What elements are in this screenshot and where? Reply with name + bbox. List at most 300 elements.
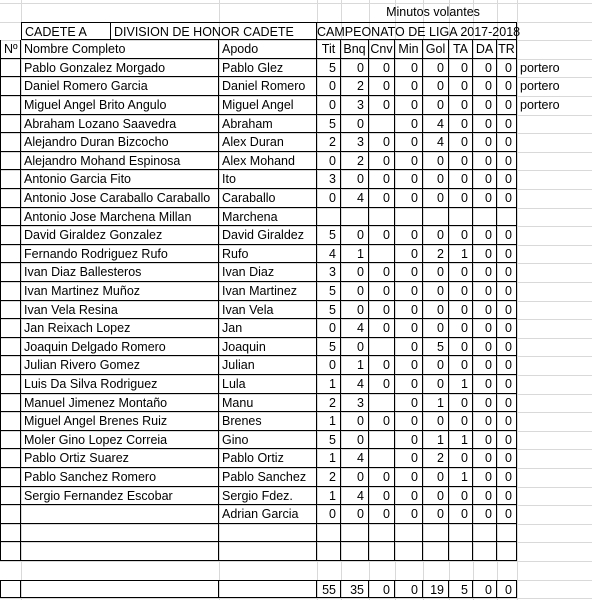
stat-cell-bnq[interactable]: 0 bbox=[341, 226, 369, 245]
stat-cell-gol[interactable] bbox=[423, 524, 449, 543]
stat-cell-min[interactable]: 0 bbox=[395, 468, 423, 487]
player-name-cell[interactable]: Manuel Jimenez Montaño bbox=[21, 394, 219, 413]
player-alias-cell[interactable]: Pablo Sanchez bbox=[219, 468, 317, 487]
stat-cell-da[interactable]: 0 bbox=[473, 96, 497, 115]
stat-cell-da[interactable] bbox=[473, 542, 497, 561]
stat-cell-cnv[interactable] bbox=[369, 542, 395, 561]
stat-cell-min[interactable]: 0 bbox=[395, 189, 423, 208]
stat-cell-ta[interactable]: 0 bbox=[449, 133, 473, 152]
player-alias-cell[interactable]: Brenes bbox=[219, 412, 317, 431]
stat-cell-da[interactable]: 0 bbox=[473, 77, 497, 96]
stat-cell-da[interactable]: 0 bbox=[473, 59, 497, 78]
stat-cell-da[interactable]: 0 bbox=[473, 338, 497, 357]
stat-cell-ta[interactable] bbox=[449, 208, 473, 227]
player-alias-cell[interactable]: Ivan Martinez bbox=[219, 282, 317, 301]
stat-cell-ta[interactable]: 0 bbox=[449, 301, 473, 320]
stat-cell-da[interactable] bbox=[473, 208, 497, 227]
stat-cell-cnv[interactable]: 0 bbox=[369, 59, 395, 78]
player-alias-cell[interactable]: David Giraldez bbox=[219, 226, 317, 245]
stat-cell-min[interactable]: 0 bbox=[395, 319, 423, 338]
stat-cell-tit[interactable]: 5 bbox=[317, 282, 341, 301]
stat-cell-cnv[interactable]: 0 bbox=[369, 375, 395, 394]
stat-cell-tit[interactable]: 0 bbox=[317, 77, 341, 96]
stat-cell-min[interactable]: 0 bbox=[395, 245, 423, 264]
stat-cell-gol[interactable]: 0 bbox=[423, 375, 449, 394]
stat-cell-min[interactable]: 0 bbox=[395, 133, 423, 152]
stat-cell-tit[interactable]: 2 bbox=[317, 468, 341, 487]
stat-cell-ta[interactable]: 0 bbox=[449, 505, 473, 524]
stat-cell-gol[interactable]: 2 bbox=[423, 245, 449, 264]
stat-cell-tr[interactable]: 0 bbox=[497, 263, 517, 282]
stat-cell-bnq[interactable]: 0 bbox=[341, 170, 369, 189]
stat-cell-tr[interactable]: 0 bbox=[497, 375, 517, 394]
stat-cell-bnq[interactable]: 4 bbox=[341, 487, 369, 506]
stat-cell-tit[interactable]: 2 bbox=[317, 394, 341, 413]
player-name-cell[interactable]: Antonio Jose Marchena Millan bbox=[21, 208, 219, 227]
stat-cell-gol[interactable] bbox=[423, 208, 449, 227]
stat-cell-bnq[interactable]: 0 bbox=[341, 59, 369, 78]
row-number-cell[interactable] bbox=[0, 96, 21, 115]
stat-cell-tit[interactable]: 2 bbox=[317, 133, 341, 152]
player-name-cell[interactable]: Alejandro Duran Bizcocho bbox=[21, 133, 219, 152]
stat-cell-ta[interactable]: 0 bbox=[449, 412, 473, 431]
stat-cell-ta[interactable]: 0 bbox=[449, 115, 473, 134]
stat-cell-tr[interactable]: 0 bbox=[497, 319, 517, 338]
stat-cell-cnv[interactable]: 0 bbox=[369, 505, 395, 524]
player-name-cell[interactable] bbox=[21, 524, 219, 543]
stat-cell-cnv[interactable]: 0 bbox=[369, 412, 395, 431]
stat-cell-tit[interactable]: 5 bbox=[317, 115, 341, 134]
stat-cell-da[interactable]: 0 bbox=[473, 431, 497, 450]
stat-cell-min[interactable]: 0 bbox=[395, 505, 423, 524]
row-number-cell[interactable] bbox=[0, 226, 21, 245]
stat-cell-cnv[interactable]: 0 bbox=[369, 263, 395, 282]
stat-cell-tr[interactable]: 0 bbox=[497, 431, 517, 450]
stat-cell-da[interactable]: 0 bbox=[473, 245, 497, 264]
row-number-cell[interactable] bbox=[0, 524, 21, 543]
stat-cell-da[interactable]: 0 bbox=[473, 189, 497, 208]
stat-cell-tr[interactable]: 0 bbox=[497, 449, 517, 468]
row-number-cell[interactable] bbox=[0, 338, 21, 357]
stat-cell-da[interactable]: 0 bbox=[473, 375, 497, 394]
player-name-cell[interactable]: Luis Da Silva Rodriguez bbox=[21, 375, 219, 394]
stat-cell-bnq[interactable]: 2 bbox=[341, 77, 369, 96]
stat-cell-cnv[interactable] bbox=[369, 208, 395, 227]
player-name-cell[interactable]: Ivan Martinez Muñoz bbox=[21, 282, 219, 301]
row-number-cell[interactable] bbox=[0, 375, 21, 394]
stat-cell-tr[interactable] bbox=[497, 542, 517, 561]
stat-cell-tit[interactable]: 5 bbox=[317, 301, 341, 320]
stat-cell-cnv[interactable]: 0 bbox=[369, 96, 395, 115]
row-number-cell[interactable] bbox=[0, 468, 21, 487]
stat-cell-cnv[interactable]: 0 bbox=[369, 319, 395, 338]
stat-cell-da[interactable]: 0 bbox=[473, 394, 497, 413]
stat-cell-tr[interactable]: 0 bbox=[497, 338, 517, 357]
row-number-cell[interactable] bbox=[0, 412, 21, 431]
stat-cell-tr[interactable]: 0 bbox=[497, 468, 517, 487]
stat-cell-bnq[interactable]: 3 bbox=[341, 96, 369, 115]
stat-cell-cnv[interactable] bbox=[369, 394, 395, 413]
stat-cell-ta[interactable]: 0 bbox=[449, 394, 473, 413]
player-name-cell[interactable]: Miguel Angel Brenes Ruiz bbox=[21, 412, 219, 431]
stat-cell-tr[interactable]: 0 bbox=[497, 59, 517, 78]
player-alias-cell[interactable] bbox=[219, 524, 317, 543]
stat-cell-gol[interactable]: 2 bbox=[423, 449, 449, 468]
stat-cell-ta[interactable]: 1 bbox=[449, 375, 473, 394]
stat-cell-min[interactable]: 0 bbox=[395, 375, 423, 394]
stat-cell-da[interactable]: 0 bbox=[473, 152, 497, 171]
stat-cell-da[interactable] bbox=[473, 524, 497, 543]
row-number-cell[interactable] bbox=[0, 208, 21, 227]
player-alias-cell[interactable]: Pablo Ortiz bbox=[219, 449, 317, 468]
stat-cell-tr[interactable]: 0 bbox=[497, 96, 517, 115]
player-alias-cell[interactable]: Ito bbox=[219, 170, 317, 189]
player-alias-cell[interactable]: Adrian Garcia bbox=[219, 505, 317, 524]
stat-cell-cnv[interactable]: 0 bbox=[369, 170, 395, 189]
stat-cell-tr[interactable]: 0 bbox=[497, 394, 517, 413]
stat-cell-tr[interactable]: 0 bbox=[497, 282, 517, 301]
stat-cell-min[interactable]: 0 bbox=[395, 431, 423, 450]
row-number-cell[interactable] bbox=[0, 189, 21, 208]
row-number-cell[interactable] bbox=[0, 542, 21, 561]
stat-cell-gol[interactable] bbox=[423, 542, 449, 561]
stat-cell-cnv[interactable] bbox=[369, 115, 395, 134]
stat-cell-da[interactable]: 0 bbox=[473, 282, 497, 301]
row-number-cell[interactable] bbox=[0, 59, 21, 78]
stat-cell-ta[interactable]: 0 bbox=[449, 96, 473, 115]
stat-cell-gol[interactable]: 0 bbox=[423, 319, 449, 338]
stat-cell-ta[interactable]: 0 bbox=[449, 338, 473, 357]
stat-cell-da[interactable]: 0 bbox=[473, 449, 497, 468]
stat-cell-ta[interactable]: 0 bbox=[449, 189, 473, 208]
stat-cell-cnv[interactable]: 0 bbox=[369, 301, 395, 320]
stat-cell-bnq[interactable]: 3 bbox=[341, 394, 369, 413]
row-number-cell[interactable] bbox=[0, 487, 21, 506]
stat-cell-tit[interactable]: 4 bbox=[317, 245, 341, 264]
stat-cell-tr[interactable] bbox=[497, 524, 517, 543]
row-number-cell[interactable] bbox=[0, 77, 21, 96]
stat-cell-tit[interactable]: 5 bbox=[317, 226, 341, 245]
stat-cell-ta[interactable]: 1 bbox=[449, 245, 473, 264]
player-alias-cell[interactable]: Alex Duran bbox=[219, 133, 317, 152]
stat-cell-min[interactable]: 0 bbox=[395, 263, 423, 282]
stat-cell-tr[interactable]: 0 bbox=[497, 487, 517, 506]
stat-cell-bnq[interactable]: 3 bbox=[341, 133, 369, 152]
stat-cell-bnq[interactable]: 0 bbox=[341, 412, 369, 431]
player-alias-cell[interactable]: Ivan Diaz bbox=[219, 263, 317, 282]
stat-cell-tit[interactable]: 0 bbox=[317, 152, 341, 171]
stat-cell-ta[interactable] bbox=[449, 542, 473, 561]
stat-cell-bnq[interactable] bbox=[341, 524, 369, 543]
total-min: 0 bbox=[395, 580, 423, 599]
row-number-cell[interactable] bbox=[0, 133, 21, 152]
stat-cell-da[interactable]: 0 bbox=[473, 487, 497, 506]
stat-cell-bnq[interactable]: 4 bbox=[341, 319, 369, 338]
stat-cell-gol[interactable]: 5 bbox=[423, 338, 449, 357]
player-name-cell[interactable]: Jan Reixach Lopez bbox=[21, 319, 219, 338]
player-name-cell[interactable]: Joaquin Delgado Romero bbox=[21, 338, 219, 357]
player-alias-cell[interactable]: Sergio Fdez. bbox=[219, 487, 317, 506]
stat-cell-cnv[interactable]: 0 bbox=[369, 487, 395, 506]
stat-cell-ta[interactable]: 0 bbox=[449, 170, 473, 189]
stat-cell-gol[interactable]: 0 bbox=[423, 505, 449, 524]
stat-cell-tr[interactable]: 0 bbox=[497, 301, 517, 320]
player-name-cell[interactable]: Abraham Lozano Saavedra bbox=[21, 115, 219, 134]
stat-cell-tr[interactable]: 0 bbox=[497, 170, 517, 189]
player-alias-cell[interactable]: Gino bbox=[219, 431, 317, 450]
stat-cell-min[interactable]: 0 bbox=[395, 394, 423, 413]
stat-cell-gol[interactable]: 0 bbox=[423, 412, 449, 431]
stat-cell-gol[interactable]: 0 bbox=[423, 59, 449, 78]
player-alias-cell[interactable]: Lula bbox=[219, 375, 317, 394]
stat-cell-tr[interactable]: 0 bbox=[497, 412, 517, 431]
stat-cell-cnv[interactable]: 0 bbox=[369, 152, 395, 171]
stat-cell-min[interactable] bbox=[395, 542, 423, 561]
stat-cell-tit[interactable]: 1 bbox=[317, 375, 341, 394]
player-alias-cell[interactable]: Marchena bbox=[219, 208, 317, 227]
position-note: portero bbox=[520, 60, 560, 75]
row-number-cell[interactable] bbox=[0, 394, 21, 413]
stat-cell-min[interactable]: 0 bbox=[395, 282, 423, 301]
stat-cell-gol[interactable]: 0 bbox=[423, 152, 449, 171]
player-name-cell[interactable] bbox=[21, 542, 219, 561]
stat-cell-bnq[interactable]: 0 bbox=[341, 115, 369, 134]
stat-cell-bnq[interactable]: 0 bbox=[341, 263, 369, 282]
stat-cell-tit[interactable]: 5 bbox=[317, 431, 341, 450]
row-number-cell[interactable] bbox=[0, 319, 21, 338]
stat-cell-cnv[interactable] bbox=[369, 524, 395, 543]
stat-cell-tit[interactable]: 3 bbox=[317, 263, 341, 282]
stat-cell-ta[interactable]: 1 bbox=[449, 431, 473, 450]
stat-cell-gol[interactable]: 4 bbox=[423, 115, 449, 134]
stat-cell-min[interactable]: 0 bbox=[395, 412, 423, 431]
stat-cell-da[interactable]: 0 bbox=[473, 170, 497, 189]
stat-cell-cnv[interactable]: 0 bbox=[369, 226, 395, 245]
stat-cell-ta[interactable]: 0 bbox=[449, 449, 473, 468]
player-alias-cell[interactable]: Alex Mohand bbox=[219, 152, 317, 171]
stat-cell-ta[interactable]: 1 bbox=[449, 468, 473, 487]
stat-cell-ta[interactable]: 0 bbox=[449, 282, 473, 301]
stat-cell-min[interactable]: 0 bbox=[395, 301, 423, 320]
player-name-cell[interactable]: Moler Gino Lopez Correia bbox=[21, 431, 219, 450]
stat-cell-gol[interactable]: 0 bbox=[423, 468, 449, 487]
column-header-alias: Apodo bbox=[219, 40, 317, 59]
player-name-cell[interactable]: David Giraldez Gonzalez bbox=[21, 226, 219, 245]
stat-cell-cnv[interactable] bbox=[369, 449, 395, 468]
player-alias-cell[interactable]: Abraham bbox=[219, 115, 317, 134]
stat-cell-tr[interactable] bbox=[497, 208, 517, 227]
row-number-cell[interactable] bbox=[0, 356, 21, 375]
stat-cell-min[interactable]: 0 bbox=[395, 226, 423, 245]
stat-cell-ta[interactable] bbox=[449, 524, 473, 543]
stat-cell-cnv[interactable]: 0 bbox=[369, 133, 395, 152]
stat-cell-min[interactable] bbox=[395, 208, 423, 227]
stat-cell-min[interactable]: 0 bbox=[395, 487, 423, 506]
player-name-cell[interactable]: Antonio Garcia Fito bbox=[21, 170, 219, 189]
stat-cell-min[interactable]: 0 bbox=[395, 77, 423, 96]
stat-cell-cnv[interactable]: 0 bbox=[369, 282, 395, 301]
stat-cell-min[interactable]: 0 bbox=[395, 152, 423, 171]
stat-cell-tit[interactable]: 0 bbox=[317, 356, 341, 375]
stat-cell-bnq[interactable]: 4 bbox=[341, 449, 369, 468]
stat-cell-cnv[interactable] bbox=[369, 338, 395, 357]
stat-cell-tit[interactable]: 3 bbox=[317, 170, 341, 189]
stat-cell-tit[interactable]: 0 bbox=[317, 505, 341, 524]
stat-cell-gol[interactable]: 0 bbox=[423, 487, 449, 506]
player-name-cell[interactable]: Antonio Jose Caraballo Caraballo bbox=[21, 189, 219, 208]
stat-cell-tit[interactable]: 5 bbox=[317, 59, 341, 78]
stat-cell-gol[interactable]: 0 bbox=[423, 170, 449, 189]
player-name-cell[interactable] bbox=[21, 505, 219, 524]
row-number-cell[interactable] bbox=[0, 449, 21, 468]
stat-cell-cnv[interactable]: 0 bbox=[369, 77, 395, 96]
player-name-cell[interactable]: Daniel Romero Garcia bbox=[21, 77, 219, 96]
stat-cell-da[interactable]: 0 bbox=[473, 115, 497, 134]
player-alias-cell[interactable]: Joaquin bbox=[219, 338, 317, 357]
stat-cell-tr[interactable]: 0 bbox=[497, 152, 517, 171]
stat-cell-da[interactable]: 0 bbox=[473, 319, 497, 338]
stat-cell-gol[interactable]: 0 bbox=[423, 263, 449, 282]
stat-cell-bnq[interactable]: 0 bbox=[341, 301, 369, 320]
stat-cell-tr[interactable]: 0 bbox=[497, 245, 517, 264]
player-alias-cell[interactable]: Pablo Glez bbox=[219, 59, 317, 78]
stat-cell-gol[interactable]: 1 bbox=[423, 394, 449, 413]
stat-cell-ta[interactable]: 0 bbox=[449, 263, 473, 282]
stat-cell-min[interactable] bbox=[395, 524, 423, 543]
stat-cell-bnq[interactable]: 0 bbox=[341, 505, 369, 524]
stat-cell-da[interactable]: 0 bbox=[473, 226, 497, 245]
row-number-cell[interactable] bbox=[0, 282, 21, 301]
stat-cell-tit[interactable]: 0 bbox=[317, 189, 341, 208]
row-number-cell[interactable] bbox=[0, 263, 21, 282]
player-name-cell[interactable]: Ivan Diaz Ballesteros bbox=[21, 263, 219, 282]
stat-cell-gol[interactable]: 0 bbox=[423, 301, 449, 320]
stat-cell-tit[interactable]: 0 bbox=[317, 96, 341, 115]
stat-cell-tit[interactable] bbox=[317, 524, 341, 543]
stat-cell-min[interactable]: 0 bbox=[395, 449, 423, 468]
row-number-cell[interactable] bbox=[0, 301, 21, 320]
stat-cell-tit[interactable]: 1 bbox=[317, 412, 341, 431]
stat-cell-gol[interactable]: 0 bbox=[423, 189, 449, 208]
stat-cell-cnv[interactable]: 0 bbox=[369, 189, 395, 208]
stat-cell-min[interactable]: 0 bbox=[395, 115, 423, 134]
stat-cell-tit[interactable] bbox=[317, 208, 341, 227]
stat-cell-ta[interactable]: 0 bbox=[449, 356, 473, 375]
stat-cell-ta[interactable]: 0 bbox=[449, 319, 473, 338]
player-name-cell[interactable]: Pablo Gonzalez Morgado bbox=[21, 59, 219, 78]
row-number-cell[interactable] bbox=[0, 170, 21, 189]
stat-cell-tr[interactable]: 0 bbox=[497, 115, 517, 134]
row-number-cell[interactable] bbox=[0, 152, 21, 171]
stat-cell-gol[interactable]: 0 bbox=[423, 282, 449, 301]
player-name-cell[interactable]: Pablo Ortiz Suarez bbox=[21, 449, 219, 468]
stat-cell-bnq[interactable] bbox=[341, 542, 369, 561]
player-name-cell[interactable]: Sergio Fernandez Escobar bbox=[21, 487, 219, 506]
stat-cell-tr[interactable]: 0 bbox=[497, 226, 517, 245]
player-name-cell[interactable]: Julian Rivero Gomez bbox=[21, 356, 219, 375]
player-alias-cell[interactable]: Daniel Romero bbox=[219, 77, 317, 96]
row-number-cell[interactable] bbox=[0, 431, 21, 450]
stat-cell-cnv[interactable]: 0 bbox=[369, 356, 395, 375]
stat-cell-da[interactable]: 0 bbox=[473, 133, 497, 152]
stat-cell-tit[interactable]: 0 bbox=[317, 319, 341, 338]
player-name-cell[interactable]: Fernando Rodriguez Rufo bbox=[21, 245, 219, 264]
stat-cell-ta[interactable]: 0 bbox=[449, 77, 473, 96]
stat-cell-bnq[interactable]: 0 bbox=[341, 431, 369, 450]
stat-cell-gol[interactable]: 1 bbox=[423, 431, 449, 450]
stat-cell-ta[interactable]: 0 bbox=[449, 59, 473, 78]
stat-cell-tit[interactable]: 1 bbox=[317, 487, 341, 506]
stat-cell-bnq[interactable]: 2 bbox=[341, 152, 369, 171]
player-alias-cell[interactable]: Ivan Vela bbox=[219, 301, 317, 320]
stat-cell-ta[interactable]: 0 bbox=[449, 487, 473, 506]
player-alias-cell[interactable]: Manu bbox=[219, 394, 317, 413]
stat-cell-da[interactable]: 0 bbox=[473, 356, 497, 375]
stat-cell-min[interactable]: 0 bbox=[395, 59, 423, 78]
stat-cell-da[interactable]: 0 bbox=[473, 468, 497, 487]
stat-cell-bnq[interactable]: 4 bbox=[341, 375, 369, 394]
row-number-cell[interactable] bbox=[0, 245, 21, 264]
stat-cell-min[interactable]: 0 bbox=[395, 356, 423, 375]
stat-cell-tr[interactable]: 0 bbox=[497, 189, 517, 208]
stat-cell-cnv[interactable] bbox=[369, 245, 395, 264]
stat-cell-tit[interactable] bbox=[317, 542, 341, 561]
stat-cell-min[interactable]: 0 bbox=[395, 170, 423, 189]
stat-cell-bnq[interactable]: 0 bbox=[341, 282, 369, 301]
player-alias-cell[interactable]: Caraballo bbox=[219, 189, 317, 208]
stat-cell-bnq[interactable]: 4 bbox=[341, 189, 369, 208]
player-name-cell[interactable]: Miguel Angel Brito Angulo bbox=[21, 96, 219, 115]
row-number-cell[interactable] bbox=[0, 505, 21, 524]
stat-cell-gol[interactable]: 0 bbox=[423, 226, 449, 245]
stat-cell-cnv[interactable]: 0 bbox=[369, 468, 395, 487]
row-number-cell[interactable] bbox=[0, 115, 21, 134]
stat-cell-gol[interactable]: 0 bbox=[423, 356, 449, 375]
player-alias-cell[interactable] bbox=[219, 542, 317, 561]
stat-cell-bnq[interactable]: 1 bbox=[341, 356, 369, 375]
stat-cell-tr[interactable]: 0 bbox=[497, 505, 517, 524]
stat-cell-tr[interactable]: 0 bbox=[497, 133, 517, 152]
player-name-cell[interactable]: Ivan Vela Resina bbox=[21, 301, 219, 320]
stat-cell-da[interactable]: 0 bbox=[473, 412, 497, 431]
stat-cell-gol[interactable]: 0 bbox=[423, 77, 449, 96]
stat-cell-bnq[interactable]: 0 bbox=[341, 468, 369, 487]
stat-cell-cnv[interactable] bbox=[369, 431, 395, 450]
stat-cell-gol[interactable]: 0 bbox=[423, 96, 449, 115]
stat-cell-bnq[interactable] bbox=[341, 208, 369, 227]
stat-cell-ta[interactable]: 0 bbox=[449, 226, 473, 245]
stat-cell-tr[interactable]: 0 bbox=[497, 356, 517, 375]
stat-cell-min[interactable]: 0 bbox=[395, 338, 423, 357]
stat-cell-bnq[interactable]: 0 bbox=[341, 338, 369, 357]
stat-cell-da[interactable]: 0 bbox=[473, 263, 497, 282]
player-name-cell[interactable]: Alejandro Mohand Espinosa bbox=[21, 152, 219, 171]
stat-cell-ta[interactable]: 0 bbox=[449, 152, 473, 171]
player-alias-cell[interactable]: Miguel Angel bbox=[219, 96, 317, 115]
stat-cell-tr[interactable]: 0 bbox=[497, 77, 517, 96]
stat-cell-da[interactable]: 0 bbox=[473, 301, 497, 320]
stat-cell-bnq[interactable]: 1 bbox=[341, 245, 369, 264]
player-alias-cell[interactable]: Rufo bbox=[219, 245, 317, 264]
stat-cell-da[interactable]: 0 bbox=[473, 505, 497, 524]
stat-cell-min[interactable]: 0 bbox=[395, 96, 423, 115]
player-name-cell[interactable]: Pablo Sanchez Romero bbox=[21, 468, 219, 487]
stat-cell-tit[interactable]: 1 bbox=[317, 449, 341, 468]
stat-cell-gol[interactable]: 4 bbox=[423, 133, 449, 152]
player-alias-cell[interactable]: Jan bbox=[219, 319, 317, 338]
player-alias-cell[interactable]: Julian bbox=[219, 356, 317, 375]
stat-cell-tit[interactable]: 5 bbox=[317, 338, 341, 357]
